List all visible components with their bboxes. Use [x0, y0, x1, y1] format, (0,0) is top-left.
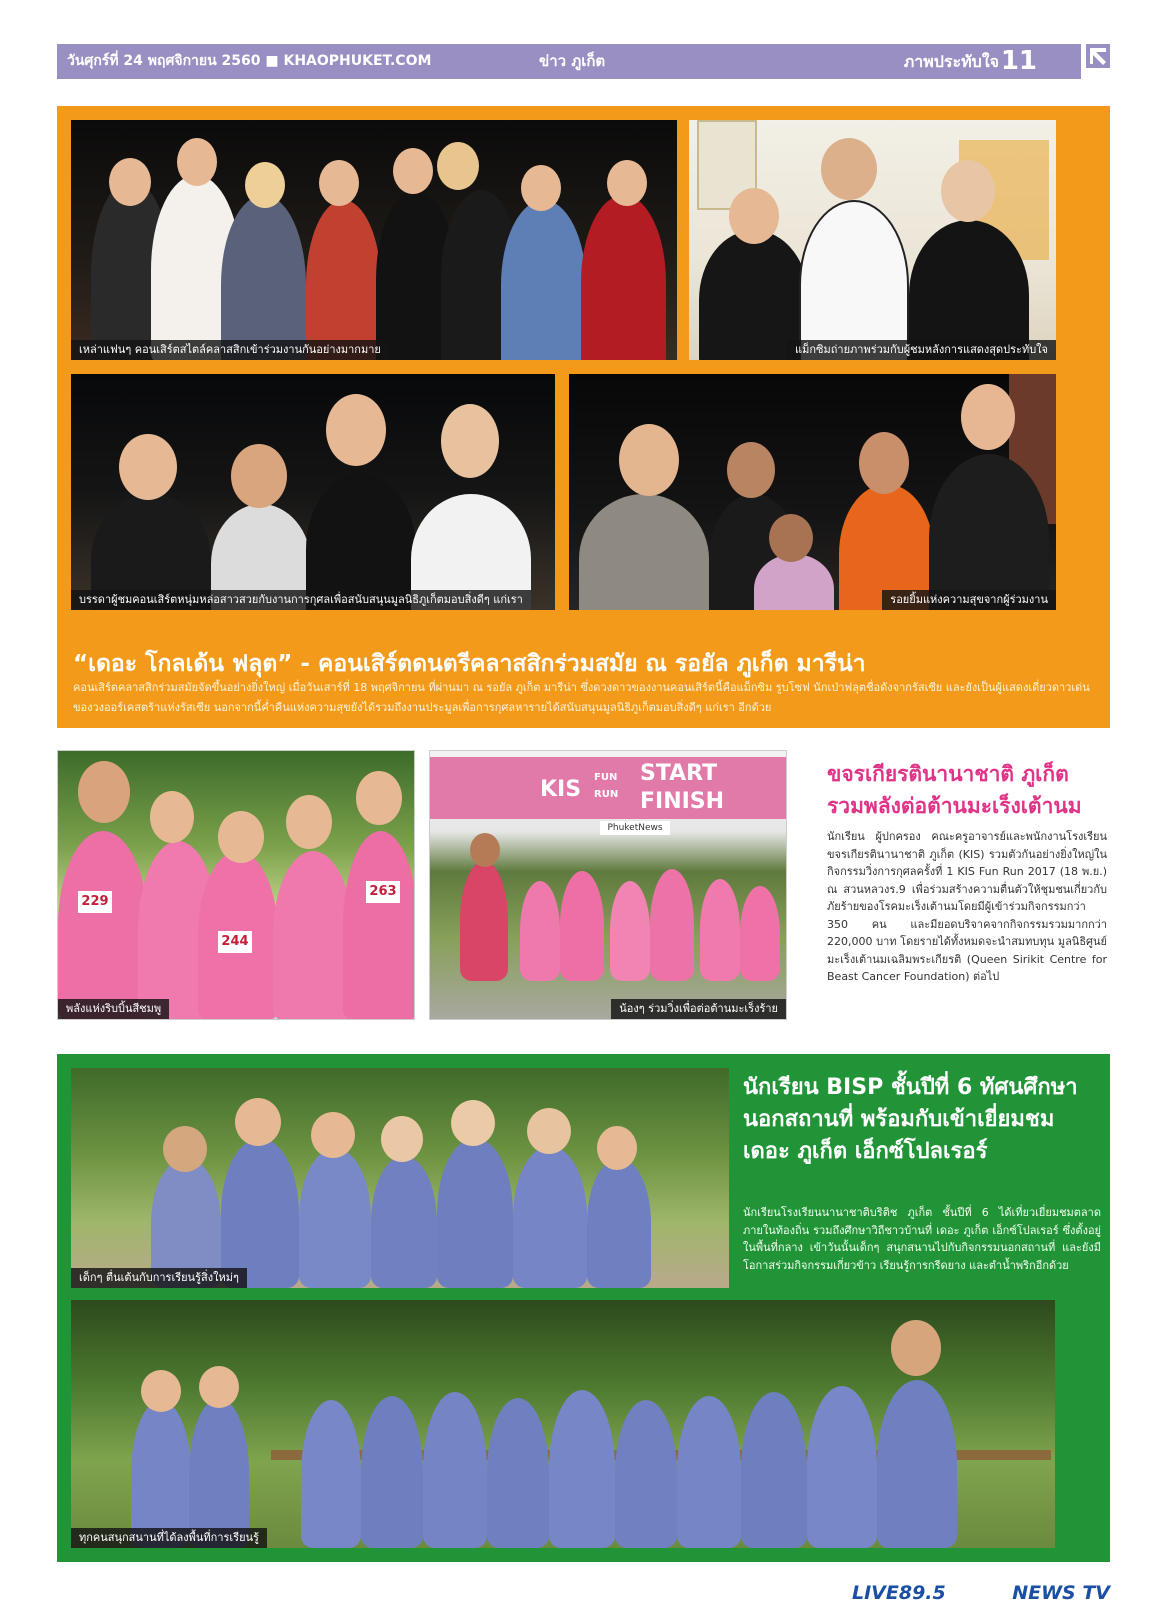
header-logo — [539, 44, 605, 79]
concert-photo-fans — [71, 120, 677, 360]
race-bib-229: 229 — [78, 891, 112, 913]
bisp-body: นักเรียนโรงเรียนนานาชาติบริติช ภูเก็ต ชั้นปีที่ 6 ได้เที่ยวเยี่ยมชมตลาดภายในท้องถิ่น รวมถึงศึกษาวิถีชาวบ้านที่ เดอะ ภูเก็ต เอ็กซ์โปลเรอร์ ซึ่งตั้งอยู่ในพื้นที่กลาง เข้าวันนั้นเด็กๆ สนุกสนานไปกับกิจกรรมนอกสถานที่ และยังมีโอกาสร่วมกิจกรรมเกี่ยวข้าว เรียนรู้การกรีดยาง และตำน้ำพริกอีกด้วย — [743, 1206, 1101, 1272]
bisp-section — [57, 1054, 1110, 1562]
concert-caption-2: แม็กซิมถ่ายภาพร่วมกับผู้ชมหลังการแสดงสุดประทับใจ — [787, 340, 1056, 360]
banner-fun-text: FUN — [594, 772, 618, 783]
bisp-headline: นักเรียน BISP ชั้นปีที่ 6 ทัศนศึกษานอกสถานที่ พร้อมกับเข้าเยี่ยมชม เดอะ ภูเก็ต เอ็กซ์โปลเรอร์ — [743, 1075, 1078, 1164]
concert-caption-4: รอยยิ้มแห่งความสุขจากผู้ร่วมงาน — [882, 590, 1056, 610]
page-header — [57, 44, 1081, 79]
page-number: 11 — [1000, 46, 1037, 76]
banner-start-text: START — [640, 761, 718, 786]
kis-section — [57, 750, 1110, 1032]
header-date-site: วันศุกร์ที่ 24 พฤศจิกายน 2560 ■ KHAOPHUKET.COM — [67, 53, 432, 69]
concert-photo-attendees — [71, 374, 555, 610]
concert-photo-smiles — [569, 374, 1056, 610]
news-tv-logo: NEWS TV — [1012, 1582, 1110, 1604]
concert-section — [57, 106, 1110, 728]
live-radio-logo: LIVE89.5 — [852, 1582, 946, 1604]
bisp-photo-excited-kids — [71, 1068, 729, 1288]
header-logo-text: ข่าว ภูเก็ต — [539, 52, 606, 70]
kis-headline: ขจรเกียรตินานาชาติ ภูเก็ต รวมพลังต่อต้านมะเร็งเต้านม — [827, 762, 1082, 818]
kis-body: นักเรียน ผู้ปกครอง คณะครูอาจารย์และพนักงานโรงเรียนขจรเกียรตินานาชาติ ภูเก็ต (KIS) รวมตัวกันอย่างยิ่งใหญ่ในกิจกรรมวิ่งการกุศลครั้งที่ 1 KIS Fun Run 2017 (18 พ.ย.) ณ สวนหลวงร.9 เพื่อร่วมสร้างความตื่นตัวให้ชุมชนเกี่ยวกับภัยร้ายของโรคมะเร็งเต้านมโดยมีผู้เข้าร่วมกิจกรรมกว่า 350 คน และมียอดบริจาคจากกิจกรรมรวมมากกว่า 220,000 บาท โดยรายได้ทั้งหมดจะนำสมทบทุน มูลนิธิศูนย์มะเร็งเต้านมเฉลิมพระเกียรติ (Queen Sirikit Centre for Beast Cancer Foundation) ต่อไป — [827, 830, 1107, 983]
concert-headline: “เดอะ โกลเด้น ฟลุต” - คอนเสิร์ตดนตรีคลาสสิกร่วมสมัย ณ รอยัล ภูเก็ต มารีน่า — [73, 651, 866, 677]
concert-caption-3: บรรดาผู้ชมคอนเสิร์ตหนุ่มหล่อสาวสวยกับงานการกุศลเพื่อสนับสนุนมูลนิธิภูเก็ตมอบสิ่งดีๆ แก่เรา — [71, 590, 531, 610]
bisp-caption-1: เด็กๆ ตื่นเต้นกับการเรียนรู้สิ่งใหม่ๆ — [71, 1268, 247, 1288]
kis-photo-pink-group — [57, 750, 415, 1020]
banner-run-text: RUN — [594, 789, 619, 800]
banner-finish-text: FINISH — [640, 789, 725, 814]
concert-body: คอนเสิร์ตคลาสสิกร่วมสมัยจัดขึ้นอย่างยิ่งใหญ่ เมื่อวันเสาร์ที่ 18 พฤศจิกายน ที่ผ่านมา ณ รอยัล ภูเก็ต มารีน่า ซึ่งดวงดาวของงานคอนเสิร์ตนี้คือแม็กซิม รูบโซฟ นักเป่าฟลุตชื่อดังจากรัสเซีย และยังเป็นผู้แสดงเดี่ยวดาวเด่นของวงออร์เคสตร้าแห่งรัสเซีย นอกจากนี้ค่ำคืนแห่งความสุขยังได้รวมถึงงานประมูลเพื่อการกุศลหารายได้สนับสนุนมูลนิธิภูเก็ตมอบสิ่งดีๆ แก่เรา อีกด้วย — [73, 681, 1090, 714]
banner-sponsor: PhuketNews — [600, 821, 670, 835]
kis-caption-1: พลังแห่งริบบิ้นสีชมพู — [58, 999, 169, 1019]
race-bib-244: 244 — [218, 931, 252, 953]
bisp-caption-2: ทุกคนสนุกสนานที่ได้ลงพื้นที่การเรียนรู้ — [71, 1528, 267, 1548]
kis-caption-2: น้องๆ ร่วมวิ่งเพื่อต่อต้านมะเร็งร้าย — [611, 999, 786, 1019]
start-finish-banner — [430, 757, 787, 819]
corner-arrow-icon — [1086, 44, 1110, 68]
concert-caption-1: เหล่าแฟนๆ คอนเสิร์ตสไตล์คลาสสิกเข้าร่วมงานกันอย่างมากมาย — [71, 340, 389, 360]
footer-logos — [852, 1582, 1110, 1608]
race-bib-263: 263 — [366, 881, 400, 903]
bisp-photo-field-trip — [71, 1300, 1055, 1548]
banner-kis-text: KIS — [540, 777, 582, 802]
header-section-title: ภาพประทับใจ — [903, 52, 999, 71]
concert-photo-maxim — [689, 120, 1056, 360]
kis-photo-start-finish — [429, 750, 787, 1020]
